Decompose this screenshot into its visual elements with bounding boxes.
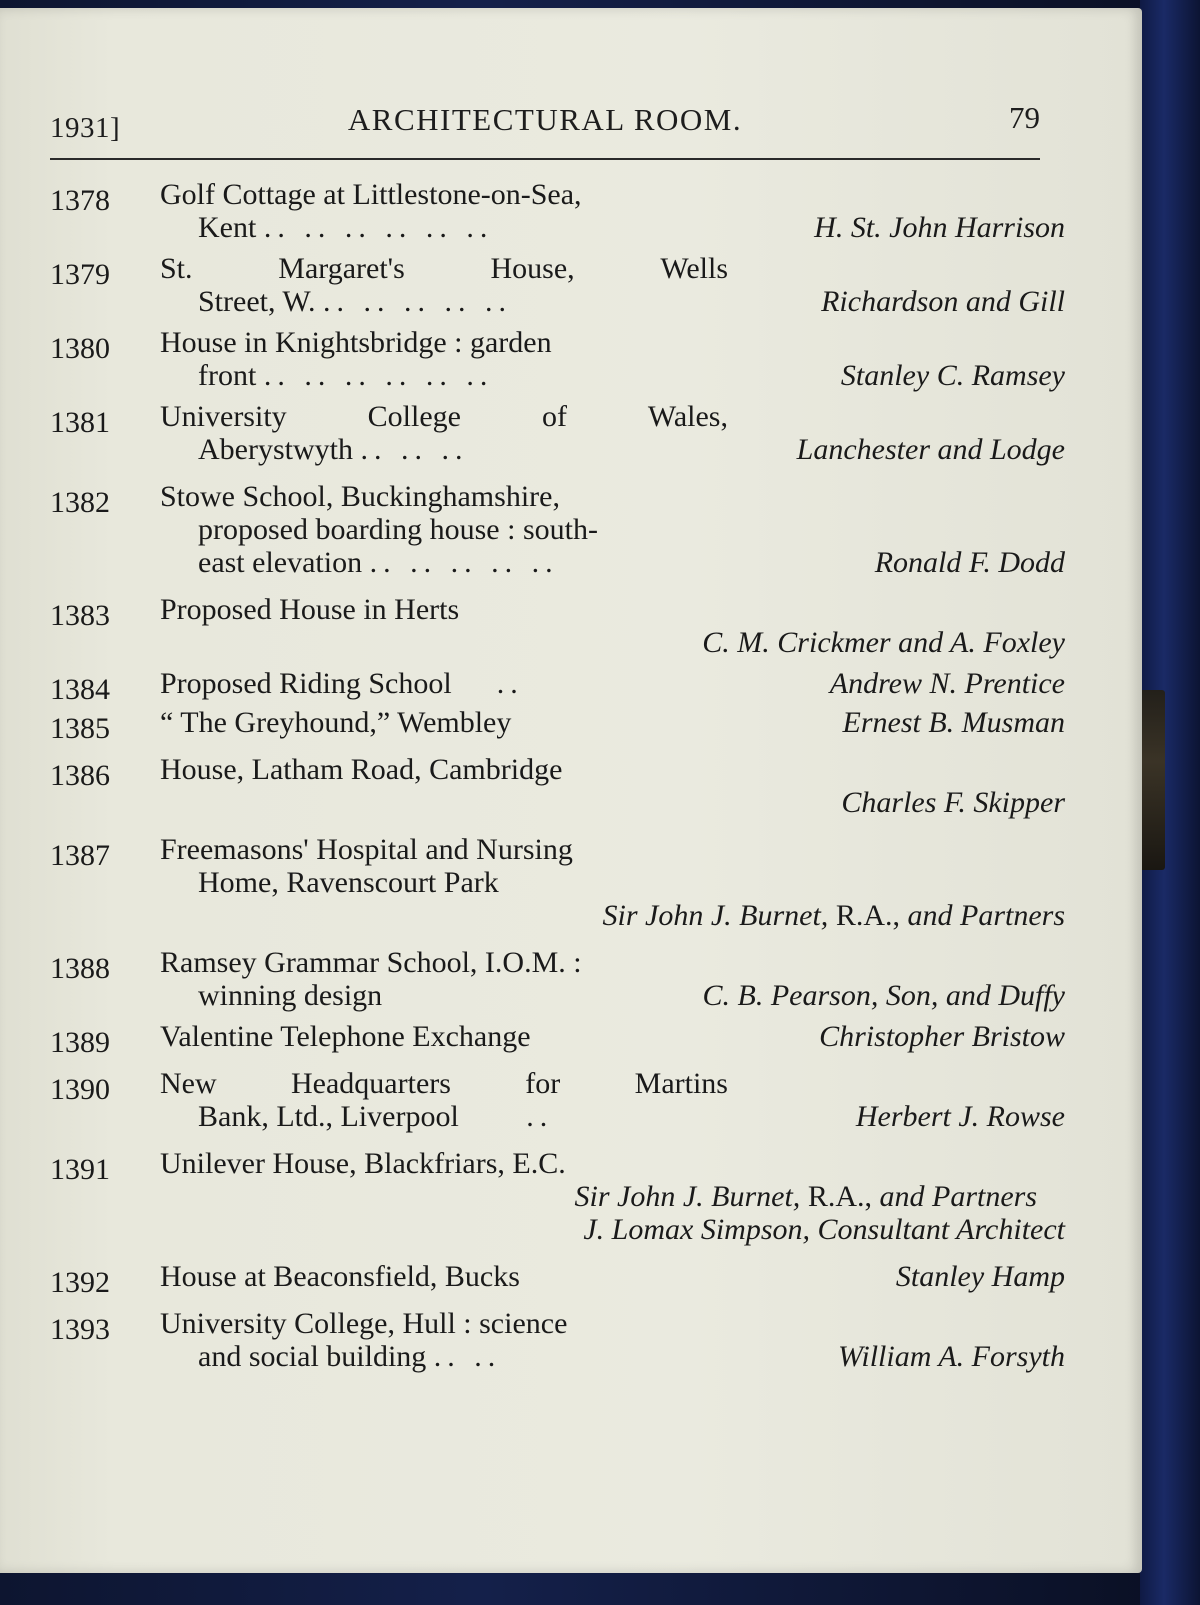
entry-word: Wells bbox=[660, 252, 728, 285]
entry-number: 1378 bbox=[50, 184, 110, 217]
entry-architect: Stanley C. Ramsey bbox=[840, 359, 1065, 392]
entry-word: University bbox=[160, 400, 287, 433]
entry-title: University College, Hull : science bbox=[160, 1307, 568, 1340]
entry-architect: Charles F. Skipper bbox=[841, 786, 1065, 819]
entry-number: 1382 bbox=[50, 486, 110, 519]
entry-number: 1386 bbox=[50, 759, 110, 792]
entry-architect bbox=[160, 1180, 1065, 1213]
catalogue-entry bbox=[50, 252, 1065, 318]
running-head bbox=[50, 98, 1040, 148]
entry-title-cont: proposed boarding house : south- bbox=[198, 513, 598, 546]
entry-title: Stowe School, Buckinghamshire, bbox=[160, 480, 560, 513]
catalogue-entry bbox=[50, 480, 1065, 579]
entry-title bbox=[160, 252, 728, 285]
leader-dots: .. .. bbox=[433, 1340, 502, 1373]
entry-architect: Herbert J. Rowse bbox=[855, 1100, 1065, 1133]
catalogue-entry bbox=[50, 667, 1065, 706]
entry-architect: Ronald F. Dodd bbox=[874, 546, 1065, 579]
entry-title-cont: and social building bbox=[198, 1340, 427, 1373]
entry-title-cont: Kent bbox=[198, 211, 257, 244]
page-title: ARCHITECTURAL ROOM. bbox=[347, 102, 743, 137]
entry-list bbox=[50, 178, 1065, 1373]
entry-title: Proposed House in Herts bbox=[160, 593, 460, 626]
entry-word: Margaret's bbox=[278, 252, 405, 285]
entry-architect: Andrew N. Prentice bbox=[829, 667, 1065, 700]
entry-architect: William A. Forsyth bbox=[838, 1340, 1065, 1373]
entry-title: Freemasons' Hospital and Nursing bbox=[160, 833, 573, 866]
entry-architect: H. St. John Harrison bbox=[814, 211, 1065, 244]
catalogue-entry bbox=[50, 1147, 1065, 1246]
leader-dots: .. .. .. bbox=[360, 433, 469, 466]
entry-word: House, bbox=[490, 252, 575, 285]
catalogue-entry bbox=[50, 1067, 1065, 1133]
architect-honour: R.A., bbox=[807, 1180, 872, 1213]
entry-number: 1390 bbox=[50, 1073, 110, 1106]
entry-word: Martins bbox=[634, 1067, 728, 1100]
entry-number: 1393 bbox=[50, 1313, 110, 1346]
entry-title-cont: Street, W. bbox=[198, 285, 316, 318]
catalogue-page bbox=[0, 8, 1142, 1573]
leader-dots: .. bbox=[496, 667, 524, 700]
entry-architect: Lanchester and Lodge bbox=[796, 433, 1065, 466]
entry-word: St. bbox=[160, 252, 193, 285]
entry-title-cont: Home, Ravenscourt Park bbox=[198, 866, 499, 899]
entry-number: 1384 bbox=[50, 673, 110, 706]
entry-architect: Stanley Hamp bbox=[895, 1260, 1065, 1293]
architect-partners: and Partners bbox=[907, 899, 1065, 932]
entry-number: 1389 bbox=[50, 1026, 110, 1059]
catalogue-entry bbox=[50, 706, 1065, 745]
entry-consultant: J. Lomax Simpson, Consultant Architect bbox=[583, 1213, 1065, 1246]
entry-number: 1388 bbox=[50, 952, 110, 985]
entry-word: for bbox=[525, 1067, 561, 1100]
entry-title: House in Knightsbridge : garden bbox=[160, 326, 552, 359]
architect-honour: R.A., bbox=[835, 899, 900, 932]
entry-number: 1391 bbox=[50, 1153, 110, 1186]
catalogue-entry bbox=[50, 753, 1065, 819]
entry-title: Valentine Telephone Exchange bbox=[160, 1020, 531, 1053]
architect-name: Sir John J. Burnet, bbox=[602, 899, 829, 932]
header-rule bbox=[50, 158, 1040, 160]
entry-title-cont: Aberystwyth bbox=[198, 433, 353, 466]
catalogue-entry bbox=[50, 593, 1065, 659]
entry-architect: C. M. Crickmer and A. Foxley bbox=[702, 626, 1065, 659]
entry-title-cont: east elevation bbox=[198, 546, 363, 579]
entry-title: House at Beaconsfield, Bucks bbox=[160, 1260, 520, 1293]
catalogue-entry bbox=[50, 946, 1065, 1012]
leader-dots: .. .. .. .. .. .. bbox=[263, 211, 494, 244]
catalogue-entry bbox=[50, 400, 1065, 466]
page-number: 79 bbox=[1009, 100, 1040, 135]
entry-architect: Richardson and Gill bbox=[821, 285, 1065, 318]
catalogue-entry bbox=[50, 1260, 1065, 1299]
catalogue-entry bbox=[50, 1020, 1065, 1059]
architect-partners: and Partners bbox=[879, 1180, 1037, 1213]
leader-dots: .. .. .. .. .. .. bbox=[263, 359, 494, 392]
catalogue-entry bbox=[50, 178, 1065, 244]
entry-architect bbox=[160, 899, 1065, 932]
header-year: 1931] bbox=[50, 112, 121, 144]
architect-name: Sir John J. Burnet, bbox=[574, 1180, 801, 1213]
entry-number: 1387 bbox=[50, 839, 110, 872]
entry-word: College bbox=[367, 400, 461, 433]
entry-title: House, Latham Road, Cambridge bbox=[160, 753, 563, 786]
entry-word: Wales, bbox=[647, 400, 728, 433]
entry-number: 1383 bbox=[50, 599, 110, 632]
entry-title: “ The Greyhound,” Wembley bbox=[160, 706, 512, 739]
entry-title: Golf Cottage at Littlestone-on-Sea, bbox=[160, 178, 582, 211]
entry-word: Headquarters bbox=[291, 1067, 451, 1100]
entry-title-cont: front bbox=[198, 359, 257, 392]
catalogue-entry bbox=[50, 326, 1065, 392]
entry-number: 1379 bbox=[50, 258, 110, 291]
leader-dots: .. .. .. .. .. bbox=[369, 546, 559, 579]
entry-title-cont: winning design bbox=[198, 979, 383, 1012]
leader-dots: .. .. .. .. .. bbox=[323, 285, 512, 318]
entry-number: 1381 bbox=[50, 406, 110, 439]
entry-title bbox=[160, 400, 728, 433]
entry-title: Proposed Riding School bbox=[160, 667, 452, 700]
entry-title bbox=[160, 1067, 728, 1100]
entry-architect: C. B. Pearson, Son, and Duffy bbox=[702, 979, 1065, 1012]
entry-title-cont: Bank, Ltd., Liverpool bbox=[198, 1100, 459, 1133]
entry-word: New bbox=[160, 1067, 217, 1100]
entry-architect: Ernest B. Musman bbox=[842, 706, 1065, 739]
entry-number: 1385 bbox=[50, 712, 110, 745]
catalogue-entry bbox=[50, 833, 1065, 932]
entry-architect: Christopher Bristow bbox=[819, 1020, 1065, 1053]
entry-title: Unilever House, Blackfriars, E.C. bbox=[160, 1147, 566, 1180]
catalogue-entry bbox=[50, 1307, 1065, 1373]
entry-number: 1380 bbox=[50, 332, 110, 365]
entry-word: of bbox=[541, 400, 567, 433]
leader-dots: .. bbox=[526, 1100, 554, 1133]
entry-number: 1392 bbox=[50, 1266, 110, 1299]
entry-title: Ramsey Grammar School, I.O.M. : bbox=[160, 946, 582, 979]
